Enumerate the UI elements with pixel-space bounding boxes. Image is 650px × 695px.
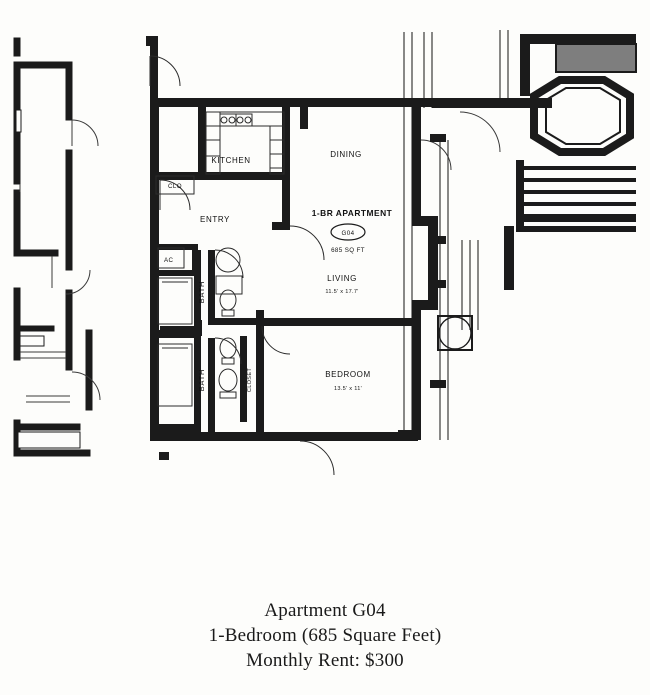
caption-apartment-name: Apartment G04 xyxy=(264,600,386,621)
unit-type-label: 1-BR APARTMENT xyxy=(311,208,393,218)
room-label-entry-closet: CLO xyxy=(168,183,182,190)
neighbor-plan-right xyxy=(504,34,636,290)
unit-area-label: 685 SQ FT xyxy=(331,247,365,254)
room-label-entry: ENTRY xyxy=(200,215,230,224)
room-label-bath-upper: BATH xyxy=(197,280,206,304)
room-label-living: LIVING xyxy=(327,274,357,283)
room-dims-bedroom: 13.5' x 11' xyxy=(333,386,363,392)
caption-block xyxy=(0,598,650,673)
room-label-kitchen: KITCHEN xyxy=(211,156,251,165)
caption-monthly-rent: Monthly Rent: $300 xyxy=(246,650,404,671)
room-label-dining: DINING xyxy=(330,150,362,159)
room-label-bedroom-closet: CLOSET xyxy=(247,367,253,393)
caption-bedroom-size: 1-Bedroom (685 Square Feet) xyxy=(208,625,442,646)
unit-callout xyxy=(312,208,393,254)
neighbor-plan-left xyxy=(14,38,92,456)
room-dims-living: 11.5' x 17.7' xyxy=(325,289,359,295)
room-label-bath-lower: BATH xyxy=(197,368,206,392)
unit-tag-label: G04 xyxy=(341,230,355,237)
room-label-bedroom: BEDROOM xyxy=(325,370,371,379)
room-label-ac: AC xyxy=(164,257,174,264)
